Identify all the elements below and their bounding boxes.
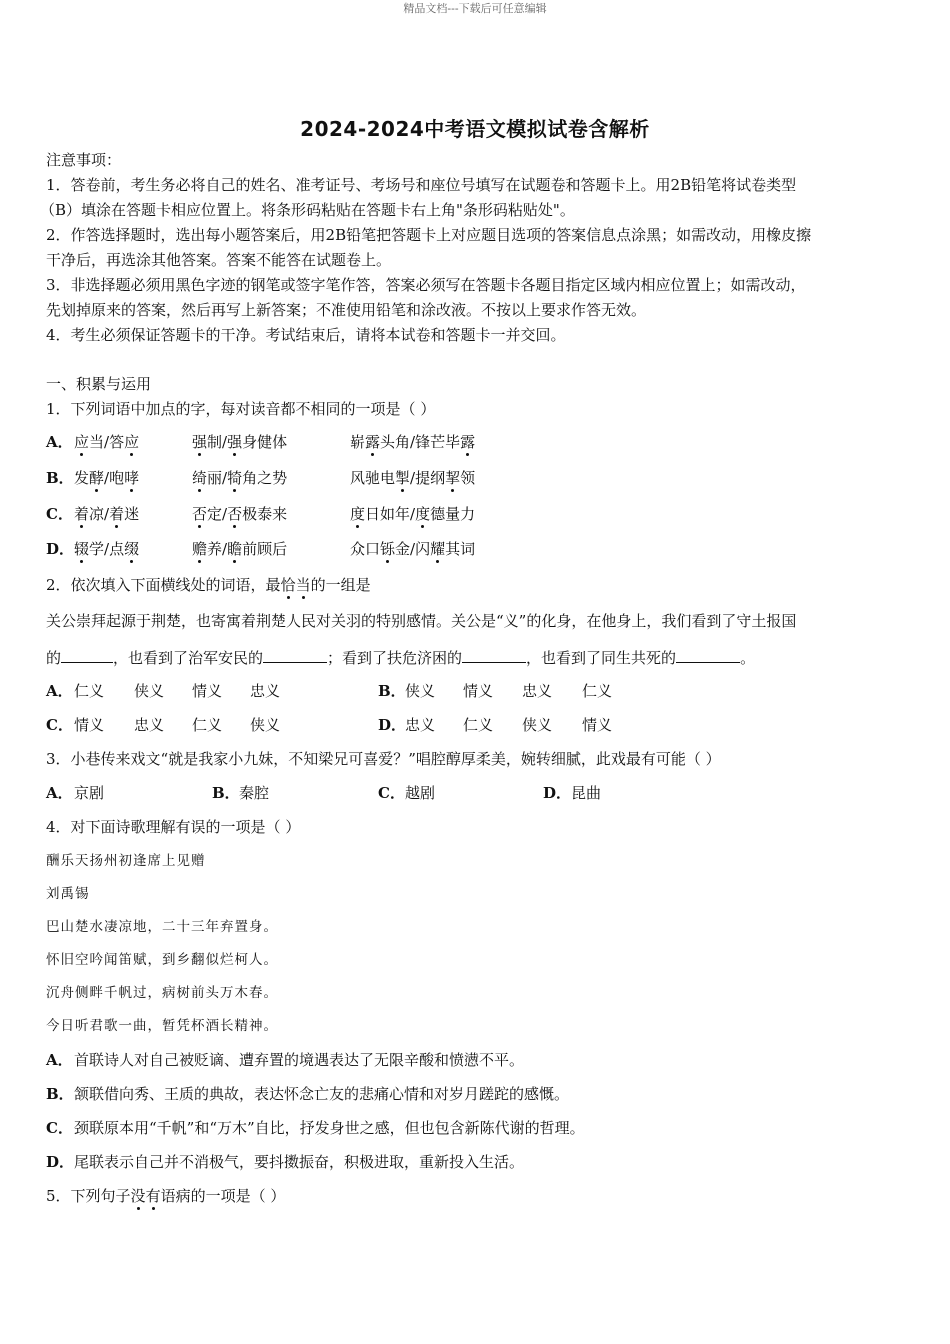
q3-option-text: 秦腔 [239, 784, 270, 802]
question-2-passage: 关公崇拜起源于荆楚，也寄寓着荆楚人民对关羽的特别感情。关公是“义”的化身，在他身上，我们看到了守土报国 [46, 612, 797, 630]
section-heading: 一、积累与运用 [46, 375, 152, 393]
page-title: 2024-2024中考语文模拟试卷含解析 [300, 117, 650, 141]
q1-option-item: 发酵/咆哮 [74, 469, 140, 487]
question-5-stem: 5．下列句子没有语病的一项是（ ） [46, 1187, 286, 1205]
q1-option-item: 崭露头角/锋芒毕露 [350, 433, 476, 451]
q2-option-word: 侠义 [250, 716, 281, 734]
q4-option-label: B． [46, 1085, 74, 1103]
q4-option-label: C． [46, 1119, 73, 1137]
q2-option-word: 侠义 [134, 682, 165, 700]
q2-option-word: 侠义 [522, 716, 553, 734]
q3-option-label: D． [543, 784, 572, 802]
notice-line: 先划掉原来的答案，然后再写上新答案；不准使用铅笔和涂改液。不按以上要求作答无效。 [46, 301, 647, 319]
notice-line: （B）填涂在答题卡相应位置上。将条形码粘贴在答题卡右上角"条形码粘贴处"。 [40, 201, 575, 219]
poem-author: 刘禹锡 [46, 886, 90, 902]
q4-option-text: 首联诗人对自己被贬谪、遭弃置的境遇表达了无限辛酸和愤懑不平。 [74, 1051, 525, 1069]
notice-line: 1．答卷前，考生务必将自己的姓名、准考证号、考场号和座位号填写在试题卷和答题卡上。用2B铅笔将试卷类型 [46, 176, 797, 194]
notice-line: 3．非选择题必须用黑色字迹的钢笔或签字笔作答，答案必须写在答题卡各题目指定区域内相应位置上；如需改动， [46, 276, 806, 294]
q2-option-label: C． [46, 716, 73, 734]
q2-option-word: 忠义 [522, 682, 553, 700]
poem-line: 巴山楚水凄凉地，二十三年弃置身。 [46, 919, 278, 935]
q1-option-item: 赡养/瞻前顾后 [192, 540, 288, 558]
q2-option-word: 情义 [463, 682, 494, 700]
q1-option-label: A． [46, 433, 73, 451]
q2-option-word: 情义 [582, 716, 613, 734]
q2-option-word: 忠义 [250, 682, 281, 700]
q2-option-word: 忠义 [405, 716, 436, 734]
q3-option-label: C． [378, 784, 405, 802]
q4-option-label: A． [46, 1051, 73, 1069]
question-3-stem: 3．小巷传来戏文“就是我家小九妹，不知梁兄可喜爱？”唱腔醇厚柔美，婉转细腻，此戏最有可能（ ） [46, 750, 721, 768]
q2-option-label: B． [378, 682, 406, 700]
q4-option-text: 尾联表示自己并不消极气，要抖擞振奋，积极进取，重新投入生活。 [74, 1153, 525, 1171]
q1-option-item: 强制/强身健体 [192, 433, 288, 451]
q1-option-label: C． [46, 505, 73, 523]
poem-title: 酬乐天扬州初逢席上见赠 [46, 853, 206, 869]
q2-option-word: 仁义 [463, 716, 494, 734]
q2-option-word: 仁义 [582, 682, 613, 700]
q4-option-text: 颔联借向秀、王质的典故，表达怀念亡友的悲痛心情和对岁月蹉跎的感慨。 [74, 1085, 570, 1103]
q2-option-word: 情义 [74, 716, 105, 734]
q1-option-label: B． [46, 469, 74, 487]
q2-option-word: 仁义 [74, 682, 105, 700]
q1-option-item: 否定/否极泰来 [192, 505, 288, 523]
notice-heading: 注意事项： [46, 151, 122, 169]
q1-option-item: 辍学/点缀 [74, 540, 140, 558]
q1-option-item: 度日如年/度德量力 [350, 505, 476, 523]
q1-option-item: 着凉/着迷 [74, 505, 140, 523]
q2-option-word: 仁义 [192, 716, 223, 734]
q1-option-item: 众口铄金/闪耀其词 [350, 540, 476, 558]
q1-option-item: 风驰电掣/提纲挈领 [350, 469, 476, 487]
q2-option-word: 情义 [192, 682, 223, 700]
q3-option-label: A． [46, 784, 73, 802]
watermark: 精品文档---下载后可任意编辑 [403, 2, 547, 15]
q3-option-label: B． [212, 784, 240, 802]
q4-option-text: 颈联原本用“千帆”和“万木”自比，抒发身世之感，但也包含新陈代谢的哲理。 [74, 1119, 585, 1137]
q2-option-label: D． [378, 716, 407, 734]
q3-option-text: 京剧 [74, 784, 105, 802]
poem-line: 怀旧空吟闻笛赋，到乡翻似烂柯人。 [46, 952, 278, 968]
notice-line: 2．作答选择题时，选出每小题答案后，用2B铅笔把答题卡上对应题目选项的答案信息点涂黑；如需改动，用橡皮擦 [46, 226, 812, 244]
notice-line: 干净后，再选涂其他答案。答案不能答在试题卷上。 [46, 251, 392, 269]
q3-option-text: 昆曲 [571, 784, 602, 802]
question-4-stem: 4．对下面诗歌理解有误的一项是（ ） [46, 818, 301, 836]
q1-option-item: 应当/答应 [74, 433, 140, 451]
poem-line: 今日听君歌一曲，暂凭杯酒长精神。 [46, 1018, 278, 1034]
question-1-stem: 1．下列词语中加点的字，每对读音都不相同的一项是（ ） [46, 400, 436, 418]
q1-option-label: D． [46, 540, 75, 558]
question-2-passage: 的 ，也看到了治军安民的 ；看到了扶危济困的 ，也看到了同生共死的 。 [46, 649, 756, 667]
q4-option-label: D． [46, 1153, 75, 1171]
q3-option-text: 越剧 [405, 784, 436, 802]
notice-line: 4．考生必须保证答题卡的干净。考试结束后，请将本试卷和答题卡一并交回。 [46, 326, 566, 344]
q1-option-item: 绮丽/犄角之势 [192, 469, 288, 487]
poem-line: 沉舟侧畔千帆过，病树前头万木春。 [46, 985, 278, 1001]
q2-option-label: A． [46, 682, 73, 700]
q2-option-word: 侠义 [405, 682, 436, 700]
question-2-stem: 2．依次填入下面横线处的词语，最恰当的一组是 [46, 576, 371, 594]
q2-option-word: 忠义 [134, 716, 165, 734]
